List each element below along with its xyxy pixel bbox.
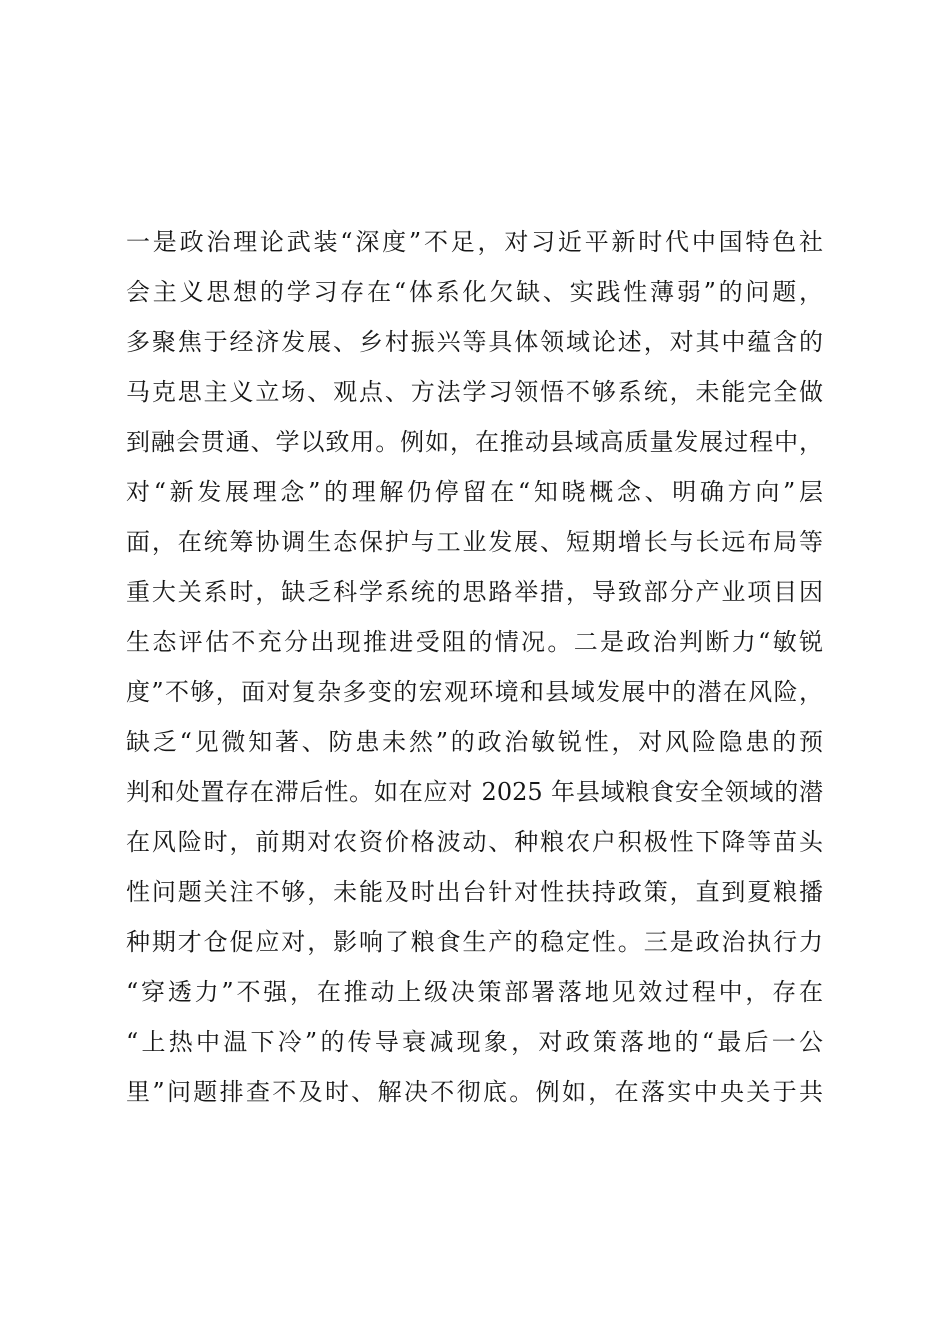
text-line: 对“新发展理念”的理解仍停留在“知晓概念、明确方向”层 <box>126 478 823 506</box>
text-line: 缺乏“见微知著、防患未然”的政治敏锐性，对风险隐患的预 <box>126 728 823 756</box>
text-line: 一是政治理论武装“深度”不足，对习近平新时代中国特色社 <box>126 228 823 256</box>
paragraph-block <box>126 217 823 1117</box>
text-line: “穿透力”不强，在推动上级决策部署落地见效过程中，存在 <box>126 978 823 1006</box>
text-line: 在风险时，前期对农资价格波动、种粮农户积极性下降等苗头 <box>126 828 823 856</box>
text-line: 面，在统筹协调生态保护与工业发展、短期增长与长远布局等 <box>126 528 823 556</box>
text-line: 度”不够，面对复杂多变的宏观环境和县域发展中的潜在风险， <box>126 678 823 706</box>
text-line: 到融会贯通、学以致用。例如，在推动县域高质量发展过程中， <box>126 428 823 456</box>
text-line: 里”问题排查不及时、解决不彻底。例如，在落实中央关于共 <box>126 1078 823 1106</box>
text-line: 马克思主义立场、观点、方法学习领悟不够系统，未能完全做 <box>126 378 823 406</box>
text-line: 判和处置存在滞后性。如在应对 2025 年县域粮食安全领域的潜 <box>126 778 823 806</box>
text-line: 重大关系时，缺乏科学系统的思路举措，导致部分产业项目因 <box>126 578 823 606</box>
text-line: 会主义思想的学习存在“体系化欠缺、实践性薄弱”的问题， <box>126 278 823 306</box>
text-line: 种期才仓促应对，影响了粮食生产的稳定性。三是政治执行力 <box>126 928 823 956</box>
text-line: 多聚焦于经济发展、乡村振兴等具体领域论述，对其中蕴含的 <box>126 328 823 356</box>
text-line: 生态评估不充分出现推进受阻的情况。二是政治判断力“敏锐 <box>126 628 823 656</box>
text-line: 性问题关注不够，未能及时出台针对性扶持政策，直到夏粮播 <box>126 878 823 906</box>
text-line: “上热中温下冷”的传导衰减现象，对政策落地的“最后一公 <box>126 1028 823 1056</box>
